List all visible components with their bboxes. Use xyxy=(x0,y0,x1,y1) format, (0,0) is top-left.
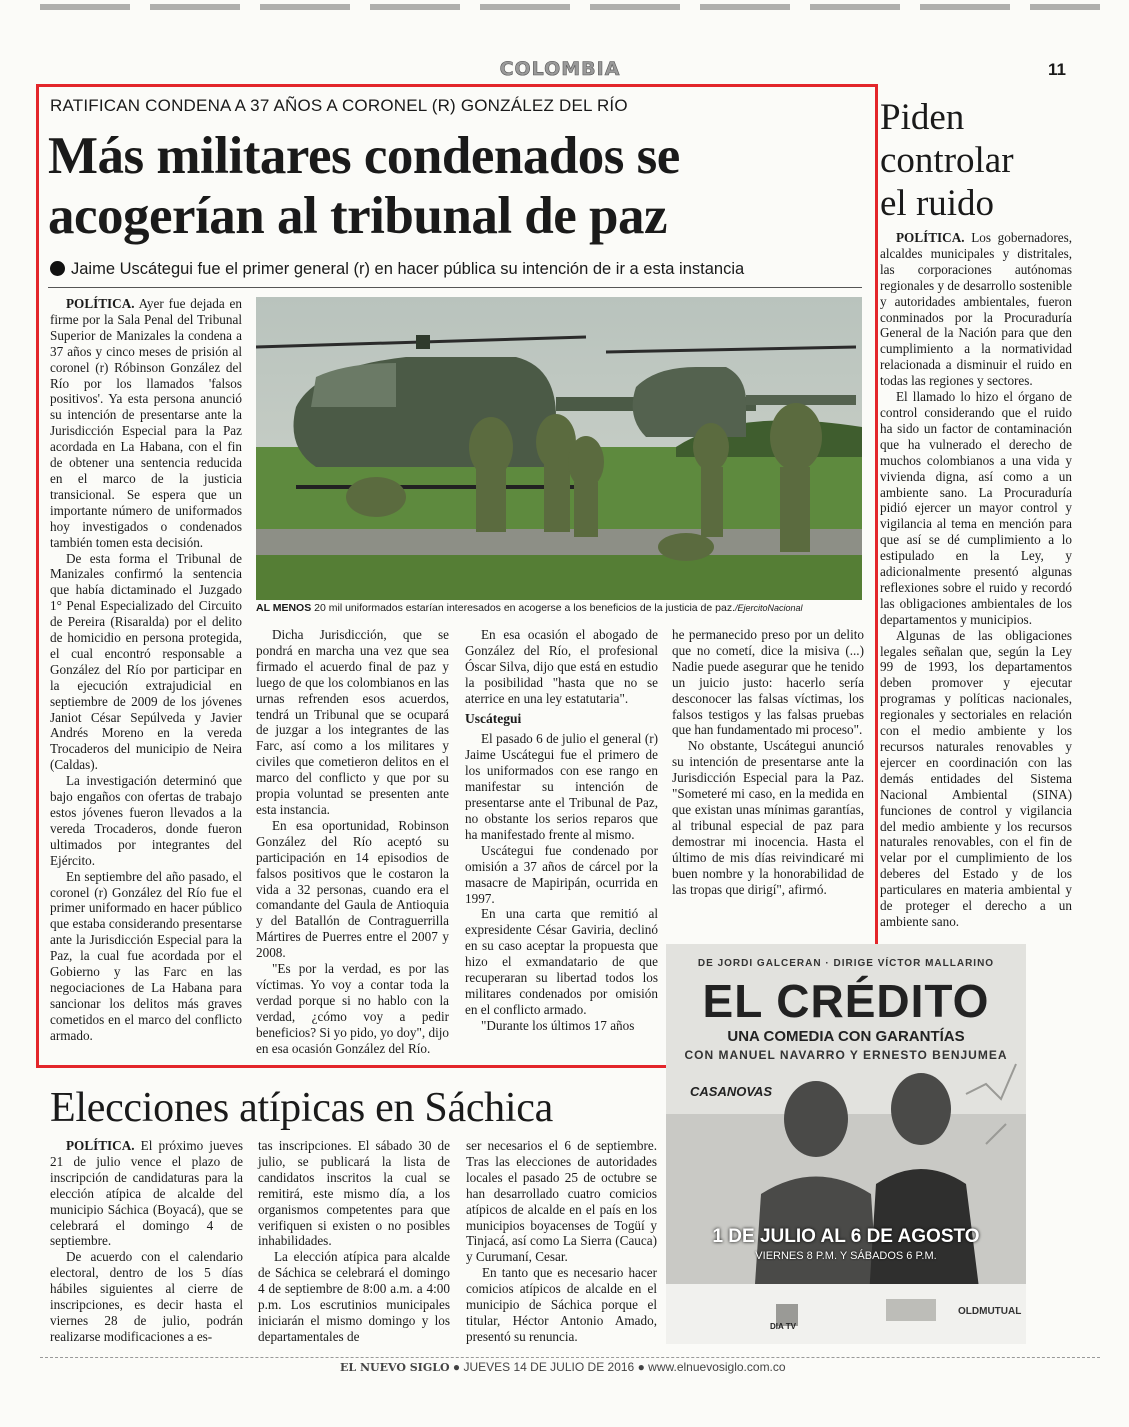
main-article-column-4 xyxy=(672,627,864,897)
bullet-dot-icon xyxy=(50,261,65,276)
paragraph: En esa oportunidad, Robinson González del Río aceptó su participación en 14 episodios de falsos positivos que le costaron la vida a 32 personas, cuando era el comandante del Gaula de Antioquia y del Batallón de Contraguerrilla Mártires de Puerres entre el 2007 y 2008. xyxy=(256,817,449,961)
paragraph: En una carta que remitió al expresidente César Gaviria, declinó en su caso aceptar la propuesta que hizo el exmandatario de que recuperaran su libertad todos los militares condenados por omisión en el conflicto armado. xyxy=(465,906,658,1017)
top-border-rule xyxy=(40,4,1100,10)
ad-cast: CON MANUEL NAVARRO Y ERNESTO BENJUMEA xyxy=(684,1048,1008,1062)
paragraph: "Durante los últimos 17 años xyxy=(481,1017,635,1033)
lead-label: POLÍTICA. xyxy=(66,296,135,311)
paragraph: De esta forma el Tribunal de Manizales confirmó la sentencia que había dictaminado el Juzgado 1° Penal Especializado del Circuito de Pereira (Risaralda) por el delito de homicidio en persona protegida, el cual encontró responsable a González del Río por participar en la ejecución extrajudicial en septiembre de 2009 de los jóvenes Janiot César Sepúlveda y Javier Andrés Moreno en la vereda Trocaderos del municipio de Neira (Caldas). xyxy=(50,550,242,773)
section-title: COLOMBIA xyxy=(499,58,621,80)
ad-dates: 1 DE JULIO AL 6 DE AGOSTO xyxy=(712,1226,980,1247)
ad-tagline: UNA COMEDIA CON GARANTÍAS xyxy=(727,1028,965,1045)
paragraph: Uscátegui fue condenado por omisión a 37 años de cárcel por la masacre de Mapiripán, ocurrida en 1997. xyxy=(465,842,658,906)
paragraph: "Es por la verdad, es por las víctimas. Yo voy a contar toda la verdad porque si no hablo con la verdad, ¿cómo voy a pedir beneficios? Si yo pido, yo doy", dijo en esa ocasión González del Río. xyxy=(256,961,449,1056)
ad-credits: DE JORDI GALCERAN · DIRIGE VÍCTOR MALLARINO xyxy=(697,958,995,969)
headline-line-1: Más militares condenados se xyxy=(48,127,680,185)
paragraph: tas inscripciones. El sábado 30 de julio, se publicará la lista de candidatos inscritos la cual se remitirá, este mismo día, a los organismos competentes para que verifiquen si existen o no posibles inhabilidades. xyxy=(258,1138,450,1249)
subhead-rule xyxy=(48,287,862,288)
bottom-article-column-1: POLÍTICA. El próximo jueves 21 de julio vence el plazo de inscripción de candidaturas para la elección atípica de alcalde del municipio Sáchica (Boyacá), que se celebrará el domingo 4 de septiembre. De acuerdo con el calendario electoral, dentro de los 5 días hábiles siguientes al cierre de inscripciones, es decir hasta el viernes 28 de julio, podrán realizarse modificaciones a es- xyxy=(50,1138,243,1344)
footer-date: JUEVES 14 DE JULIO DE 2016 xyxy=(463,1360,635,1374)
photo-credit: /EjercitoNacional xyxy=(734,603,803,613)
paragraph: Algunas de las obligaciones legales señalan que, según la Ley 99 de 1993, los departamentos deben promover y ejecutar programas y políticas nacionales, regionales y sectoriales en relación con el medio ambiente y los recursos naturales renovables y ejercer en coordinación con las demás entidades del Sistema Nacional Ambiental (SINA) funciones de control y vigilancia del medio ambiente y los recursos naturales renovables, con el fin de velar por el cumplimiento de los deberes del Estado y de los particulares en materia ambiental y de proteger el derecho a un ambiente sano. xyxy=(880,627,1072,929)
paragraph: El pasado 6 de julio el general (r) Jaime Uscátegui fue el primero de los uniformados con ese rango en manifestar su intención de presentarse ante el Tribunal de Paz, no obstante los serios reparos que ha manifestado frente al mismo. xyxy=(465,731,658,842)
footer-rule xyxy=(40,1357,1100,1359)
column-subhead: Uscátegui xyxy=(465,710,522,726)
page-footer xyxy=(340,1360,800,1374)
bullet-icon: ● xyxy=(452,1360,461,1374)
paragraph: En esa ocasión el abogado de González del Río, el profesional Óscar Silva, dijo que está en estudio la posibilidad "hasta que no se aterrice en una ley estatutaria". xyxy=(465,627,658,706)
bottom-article-column-2 xyxy=(258,1138,450,1345)
ad-tv-logo: DIA TV xyxy=(770,1322,796,1331)
paragraph: En tanto que es necesario hacer comicios atípicos de alcalde en el municipio de Sáchica porque el titular, Héctor Antonio Amado, presentó su renuncia. xyxy=(466,1265,657,1344)
paragraph: De acuerdo con el calendario electoral, dentro de los 5 días hábiles siguientes al cierre de inscripciones, es decir hasta el viernes 28 de julio, podrán realizarse modificaciones a es- xyxy=(50,1249,243,1344)
side-article-body: POLÍTICA. Los gobernadores, alcaldes municipales y distritales, las corporaciones autónomas regionales y de desarrollo sostenible y autoridades ambientales, fueron conminados por la Procuraduría General de la Nación para que den cumplimiento a la normatividad relacionada a disminuir el ruido en todas las regiones y sectores. El llamado lo hizo el órgano de control considerando que el ruido ha sido un factor de contaminación que ha vulnerado el derecho de muchos colombianos a una vida y vivienda digna, así como a un ambiente sano. La Procuraduría pidió ejercer un mayor control y vigilancia al tema en mención para que así se dé cumplimiento a lo estipulado en la Ley, y adicionalmente presentó algunas reflexiones sobre el ruido y recordó las obligaciones ambientales de los departamentos y municipios. Algunas de las obligaciones legales señalan que, según la Ley 99 de 1993, los departamentos deben promover y ejecutar programas y políticas nacionales, regionales y sectoriales en relación con el medio ambiente y los recursos naturales renovables y ejercer en coordinación con las demás entidades del Sistema Nacional Ambiental (SINA) funciones de control y vigilancia del medio ambiente y los recursos naturales renovables, con el fin de velar por el cumplimiento de los deberes del Estado y de los particulares en materia ambiental y de proteger el derecho a un ambiente sano. xyxy=(880,230,1072,929)
paragraph: No obstante, Uscátegui anunció su intención de presentarse ante la Jurisdicción Especial para la Paz. "Someteré mi caso, en la medida en que existan unas mínimas garantías, al tribunal especial de paz para demostrar mi inocencia. Hasta el último de mis días reivindicaré mi buen nombre y la honorabilidad de las tropas que dirigí", afirmó. xyxy=(672,738,864,897)
main-article-column-2 xyxy=(256,627,449,1056)
photo-caption: AL MENOS 20 mil uniformados estarían interesados en acogerse a los beneficios de la justicia de paz./EjercitoNacional xyxy=(256,602,803,614)
paragraph: ser necesarios el 6 de septiembre. Tras las elecciones de autoridades locales el pasado 25 de octubre se han desarrollado cuatro comicios atípicos de alcalde en el país en los municipios boyacenses de Togüí y Tinjacá, así como La Sierra (Cauca) y Curumaní, Cesar. xyxy=(466,1138,657,1265)
theater-advertisement xyxy=(666,944,1026,1344)
paragraph: El llamado lo hizo el órgano de control considerando que el ruido ha sido un factor de contaminación que ha vulnerado el derecho de muchos colombianos a una vida y vivienda digna, así como a un ambiente sano. La Procuraduría pidió ejercer un mayor control y vigilancia al tema en mención para que así se dé cumplimiento a lo estipulado en la Ley, y adicionalmente presentó algunas reflexiones sobre el ruido y recordó las obligaciones ambientales de los departamentos y municipios. xyxy=(880,389,1072,627)
headline-line-2: acogerían al tribunal de paz xyxy=(48,187,668,245)
main-article-column-1: POLÍTICA. Ayer fue dejada en firme por la Sala Penal del Tribunal Superior de Manizales la condena a 37 años y cinco meses de prisión al coronel (r) Róbinson González del Río por los llamados 'falsos positivos'. Ya esta persona anunció su intención de presentarse ante la Jurisdicción Especial para la Paz acordada en La Habana, con el fin de obtener una sentencia reducida en el marco de la justicia transicional. Se espera que un importante número de uniformados hoy investigados o condenados también tomen esta decisión. De esta forma el Tribunal de Manizales confirmó la sentencia que había dictaminado el Juzgado 1° Penal Especializado del Circuito de Pereira (Risaralda) por el delito de homicidio en persona protegida, el cual encontró responsable a González del Río por participar en la ejecución extrajudicial en septiembre de 2009 de los jóvenes Janiot César Sepúlveda y Javier Andrés Moreno en la vereda Trocaderos del municipio de Neira (Caldas). La investigación determinó que bajo engaños con ofertas de trabajo estos jóvenes fueron llevados a la vereda Trocaderos, donde fueron ultimados por integrantes del Ejército. En septiembre del año pasado, el coronel (r) González del Río fue el primer uniformado en hacer público que estaba considerando presentarse ante la Jurisdicción Especial para la Paz, la cual fue acordada por el Gobierno y las Farc en las negociaciones de La Habana para sancionar los delitos más graves cometidos en el marco del conflicto armado. xyxy=(50,296,242,1043)
paragraph: Dicha Jurisdicción, que se pondrá en marcha una vez que sea firmado el acuerdo final de paz y luego de que los colombianos en las urnas refrenden esos acuerdos, tendrá un Tribunal que se ocupará de juzgar a los integrantes de las Farc, así como a los militares y civiles que cometieron delitos en el marco del conflicto y que por su propia voluntad se presenten ante esta instancia. xyxy=(256,627,449,817)
paragraph: La investigación determinó que bajo engaños con ofertas de trabajo estos jóvenes fueron llevados a la vereda Trocaderos, donde fueron ultimados por integrantes del Ejército. xyxy=(50,773,242,868)
paragraph: he permanecido preso por un delito que no cometí, dice la misiva (...) Nadie puede asegurar que he tenido un juicio justo: hacerlo sería desconocer las falsas víctimas, los falsos testigos y las falsas pruebas que han fundamentado mi proceso". xyxy=(672,627,864,738)
bottom-article-headline: Elecciones atípicas en Sáchica xyxy=(50,1085,553,1131)
ad-schedule: VIERNES 8 P.M. Y SÁBADOS 6 P.M. xyxy=(755,1250,937,1262)
article-kicker: RATIFICAN CONDENA A 37 AÑOS A CORONEL (R) GONZÁLEZ DEL RÍO xyxy=(50,96,628,115)
paragraph: La elección atípica para alcalde de Sáchica se celebrará el domingo 4 de septiembre de 8:00 a.m. a 4:00 p.m. Los escrutinios municipales iniciarán el mismo domingo y los departamentales de xyxy=(258,1249,450,1344)
side-article-headline: Piden controlar el ruido xyxy=(880,97,1014,224)
footer-brand: EL NUEVO SIGLO xyxy=(340,1361,450,1374)
footer-url: www.elnuevosiglo.com.co xyxy=(648,1360,786,1374)
main-article-column-3 xyxy=(465,627,658,1034)
paragraph: En septiembre del año pasado, el coronel (r) González del Río fue el primer uniformado en hacer público que estaba considerando presentarse ante la Jurisdicción Especial para la Paz, la cual fue acordada por el Gobierno y las Farc en las negociaciones de La Habana para sancionar los delitos más graves cometidos en el marco del conflicto armado. xyxy=(50,868,242,1043)
lead-label: POLÍTICA. xyxy=(66,1138,135,1153)
article-subheadline: Jaime Uscátegui fue el primer general (r) en hacer pública su intención de ir a esta instancia xyxy=(50,260,860,279)
bottom-article-column-3 xyxy=(466,1138,657,1345)
article-headline xyxy=(48,126,858,246)
ad-title: EL CRÉDITO xyxy=(702,975,990,1027)
helicopter-photo xyxy=(256,297,862,600)
bullet-icon: ● xyxy=(637,1360,645,1374)
helicopter-photo-illustration xyxy=(256,297,862,600)
ad-producer-logo: CASANOVAS xyxy=(690,1084,773,1099)
page-number: 11 xyxy=(1048,60,1066,79)
ad-sponsor-logo: OLDMUTUAL xyxy=(958,1306,1022,1317)
lead-label: POLÍTICA. xyxy=(896,230,965,245)
